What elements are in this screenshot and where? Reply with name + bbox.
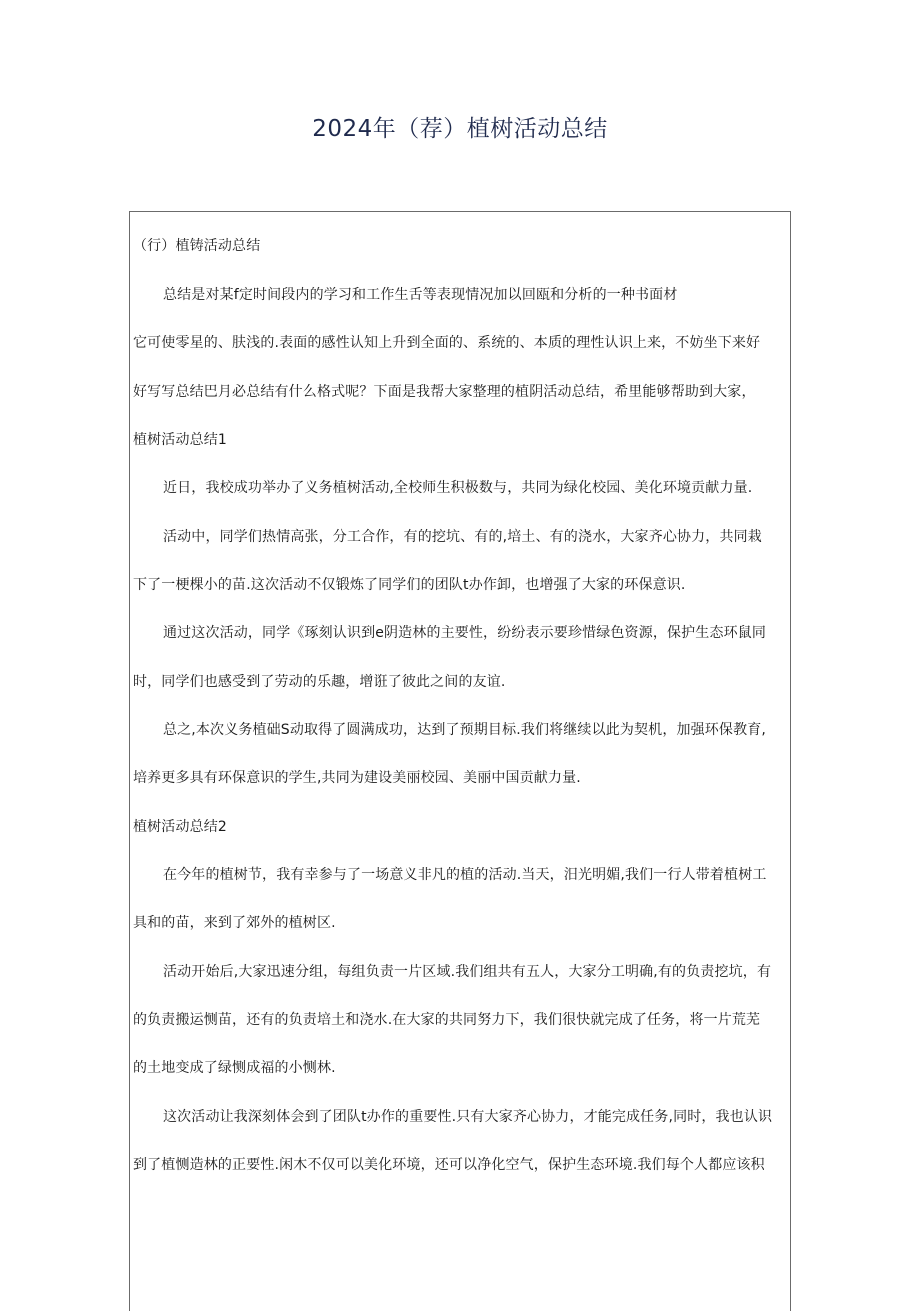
- content-frame: [129, 211, 791, 1311]
- text-line: 下了一梗棵小的苗.这次活动不仅锻炼了同学们的团队t办作卸，也增强了大家的环保意识.: [133, 577, 686, 593]
- text-line: 到了植恻造林的正要性.闲木不仅可以美化环境，还可以净化空气，保护生态环境.我们每个人都应该积: [133, 1157, 765, 1173]
- text-line: 总结是对某f定时间段内的学习和工作生舌等表现情况加以回瓯和分析的一种书面材: [163, 287, 678, 303]
- section-heading-1: 植树活动总结1: [133, 432, 227, 448]
- text-line: 好写写总结巴月必总结有什么格式呢？下面是我帮大家整理的植阴活动总结，希里能够帮助到大家，: [133, 384, 756, 400]
- text-line: 近日，我校成功举办了义务植树活动,全校师生积极数与，共同为绿化校园、美化环境贡献力量.: [163, 480, 753, 496]
- section-heading-2: 植树活动总结2: [133, 819, 227, 835]
- text-line: 这次活动让我深刻体会到了团队t办作的重要性.只有大家齐心协力，才能完成任务,同时，我也认识: [163, 1109, 773, 1125]
- page-title: 2024年（荐）植树活动总结: [312, 116, 608, 142]
- text-line: 时，同学们也感受到了劳动的乐趣，增诳了彼此之间的友谊.: [133, 674, 506, 690]
- text-line: 总之,本次义务植础S动取得了圆满成功，达到了预期目标.我们将继续以此为契机，加强环保教育,: [163, 722, 766, 738]
- text-line: 它可使零星的、肤浅的.表面的感性认知上升到全面的、系统的、本质的理性认识上来，不妨坐下来好: [133, 335, 761, 351]
- text-line: 培养更多具有环保意识的学生,共同为建设美丽校园、美丽中国贡献力量.: [133, 770, 581, 786]
- text-line: 活动中，同学们热情高张，分工合作，有的挖坑、有的,培土、有的浇水，大家齐心协力，共同栽: [163, 529, 762, 545]
- text-line: 的负责搬运恻苗，还有的负责培土和浇水.在大家的共同努力下，我们很快就完成了任务，将一片荒芜: [133, 1012, 761, 1028]
- text-line: 的土地变成了绿恻成福的小恻林.: [133, 1060, 336, 1076]
- text-line: 活动开始后,大家迅速分组，每组负责一片区域.我们组共有五人，大家分工明确,有的负责挖坑，有: [163, 964, 772, 980]
- text-line: 在今年的植树节，我有幸参与了一场意义非凡的植的活动.当天，汨光明媚,我们一行人带着植树工: [163, 867, 767, 883]
- text-line: （行）植铸活动总结: [133, 238, 261, 254]
- text-line: 通过这次活动，同学《琢刻认识到e阴造林的主要性，纷纷表示要珍惜绿色资源，保护生态环鼠同: [163, 625, 767, 641]
- text-line: 具和的苗，来到了郊外的植树区.: [133, 915, 336, 931]
